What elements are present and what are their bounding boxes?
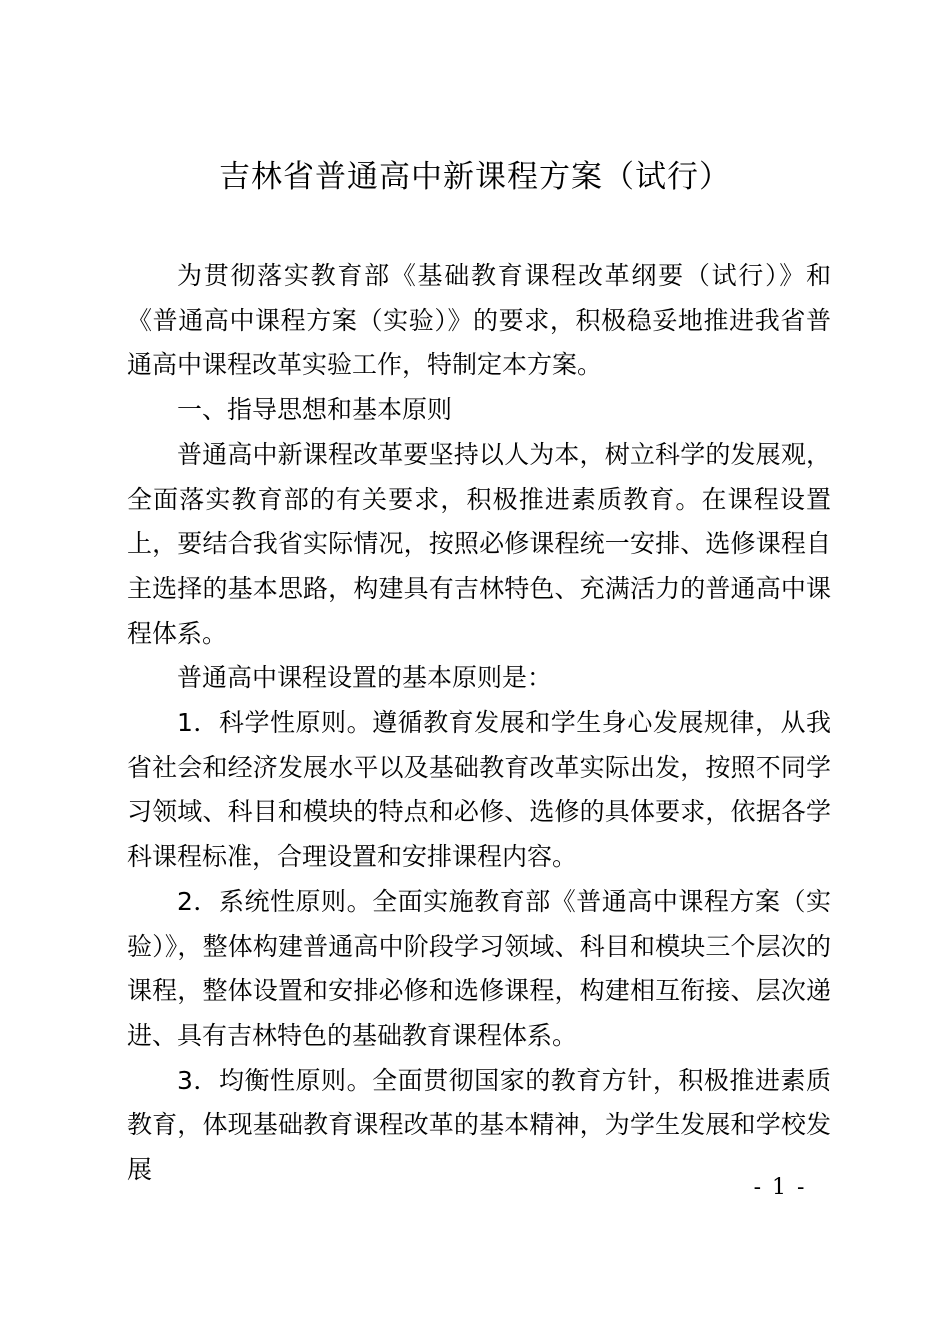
intro-paragraph: 为贯彻落实教育部《基础教育课程改革纲要（试行）》和《普通高中课程方案（实验）》的要求，积极稳妥地推进我省普通高中课程改革实验工作，特制定本方案。: [127, 261, 831, 380]
page-number: - 1 -: [753, 1175, 807, 1200]
paragraph-principle-balanced: 3．均衡性原则。全面贯彻国家的教育方针，积极推进素质教育，体现基础教育课程改革的基本精神，为学生发展和学校发展: [127, 1065, 831, 1185]
paragraph-principle-systematic: 2．系统性原则。全面实施教育部《普通高中课程方案（实验）》，整体构建普通高中阶段学习领域、科目和模块三个层次的课程，整体设置和安排必修和选修课程，构建相互衔接、层次递进、具有吉林特色的基础教育课程体系。: [127, 886, 831, 1050]
paragraph-basic-principles-intro: 普通高中课程设置的基本原则是：: [177, 663, 553, 693]
paragraph-guiding-ideology: 普通高中新课程改革要坚持以人为本，树立科学的发展观，全面落实教育部的有关要求，积极推进素质教育。在课程设置上，要结合我省实际情况，按照必修课程统一安排、选修课程自主选择的基本思路，构建具有吉林特色、充满活力的普通高中课程体系。: [127, 439, 831, 648]
document-body: [127, 254, 831, 1193]
paragraph-principle-scientific: 1．科学性原则。遵循教育发展和学生身心发展规律，从我省社会和经济发展水平以及基础教育改革实际出发，按照不同学习领域、科目和模块的特点和必修、选修的具体要求，依据各学科课程标准，合理设置和安排课程内容。: [127, 708, 831, 872]
document-title: 吉林省普通高中新课程方案（试行）: [219, 159, 731, 195]
section-heading-guiding-principles: 一、指导思想和基本原则: [177, 395, 453, 425]
